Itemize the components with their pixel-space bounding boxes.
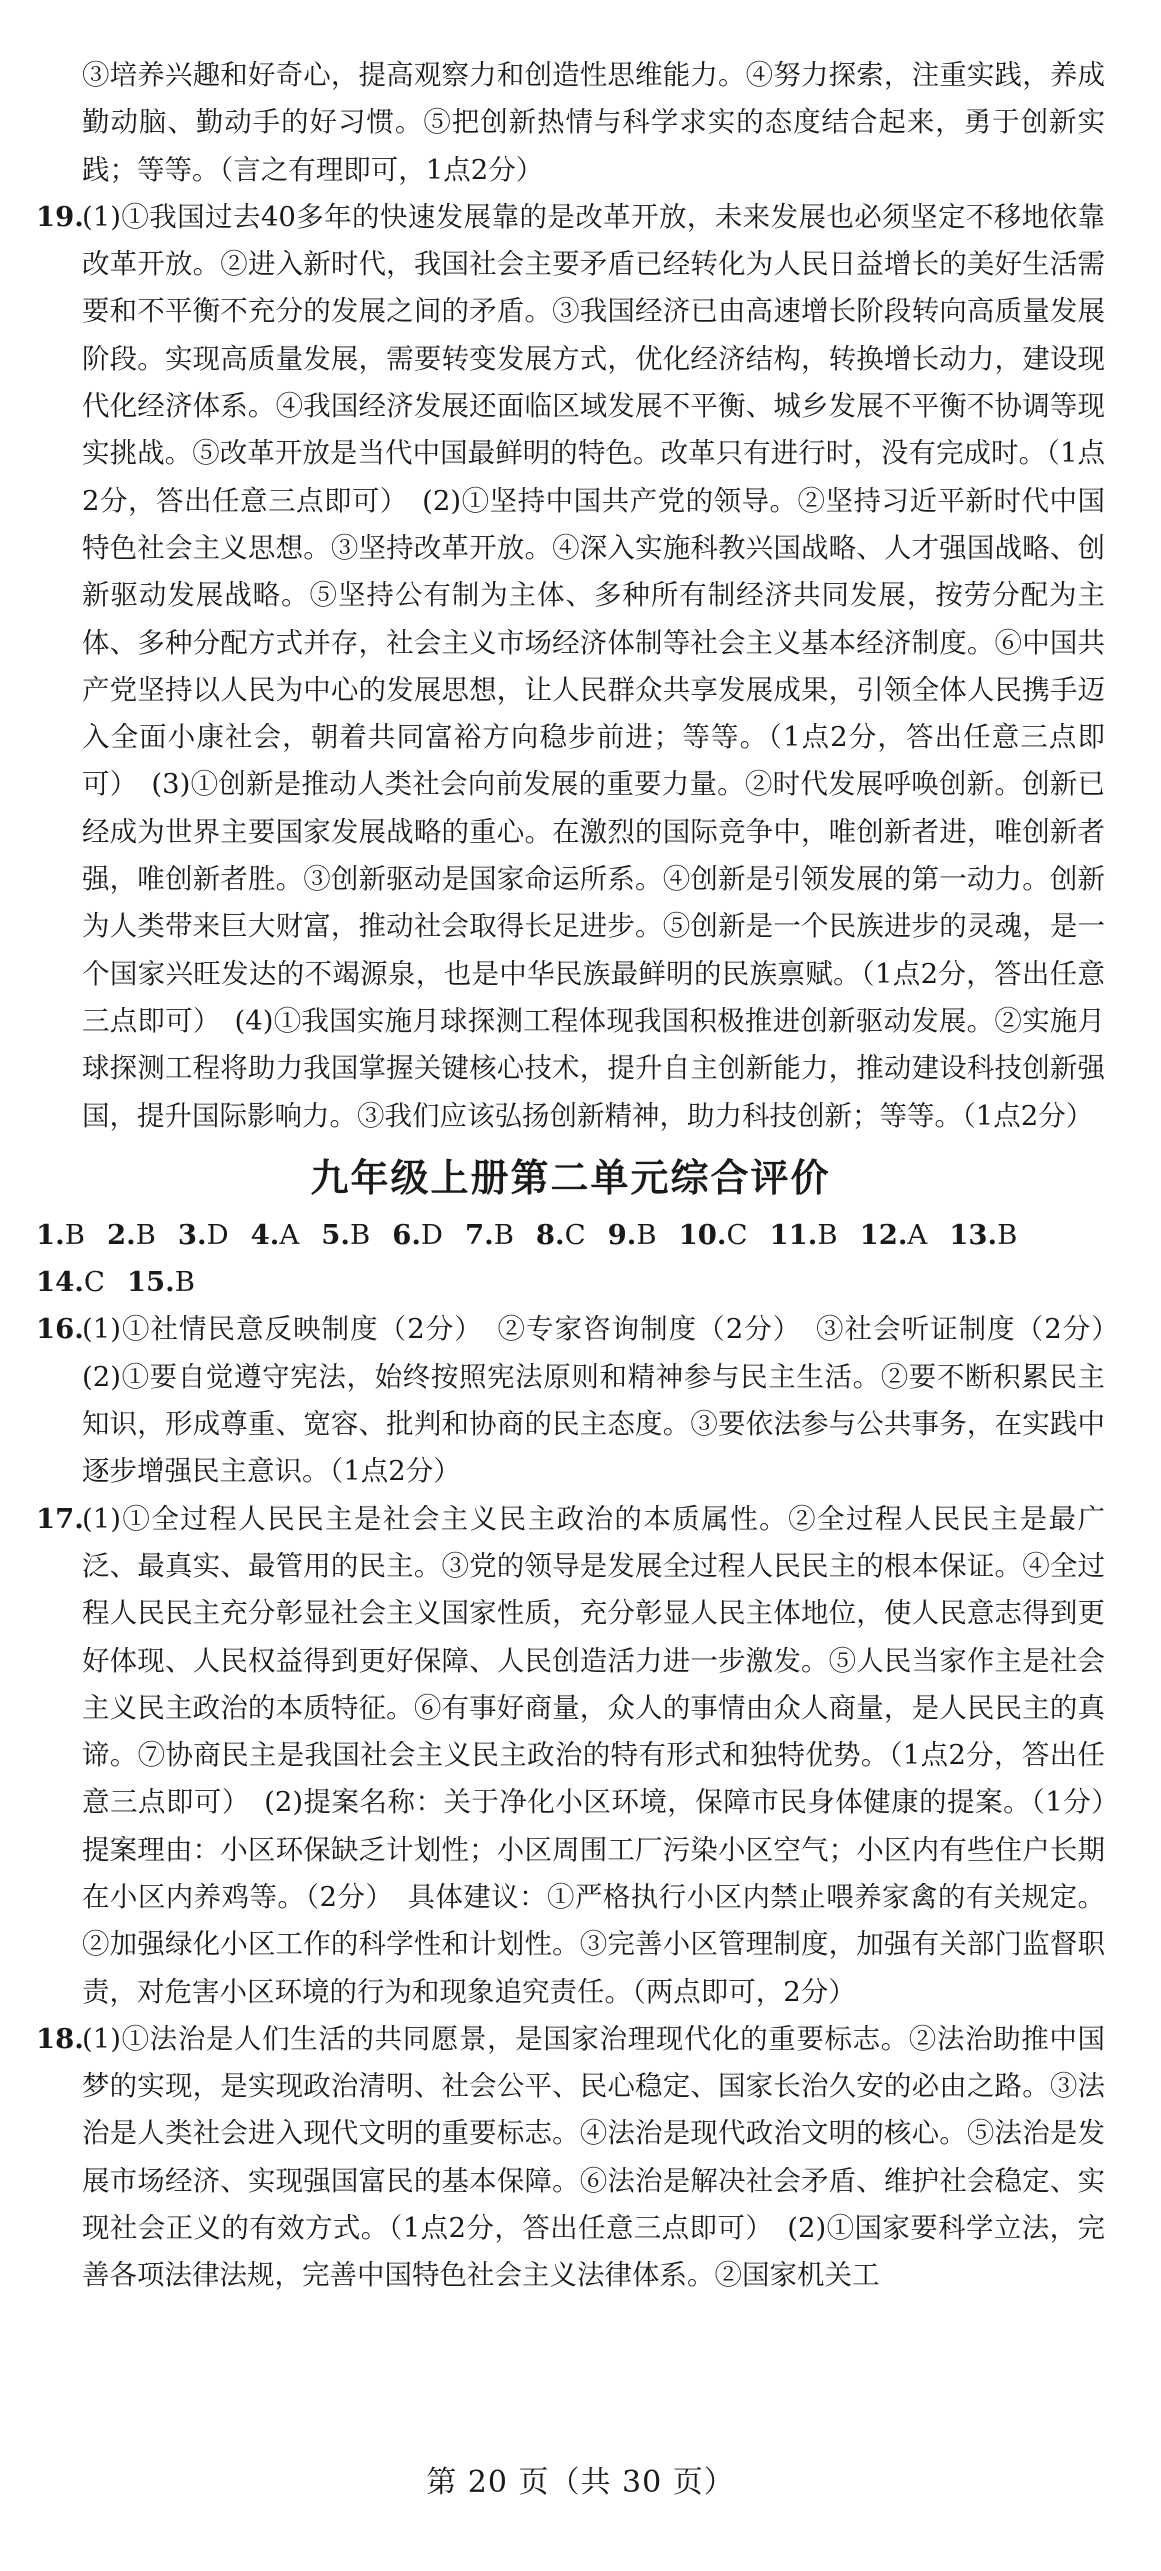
choice-answer [392, 1219, 443, 1251]
question-18-answer: (1)①法治是人们生活的共同愿景，是国家治理现代化的重要标志。②法治助推中国梦的实现，是实现政治清明、社会公平、民心稳定、国家长治久安的必由之路。③法治是人类社会进入现代文明的重要标志。④法治是现代政治文明的核心。⑤法治是发展市场经济、实现强国富民的基本保障。⑥法治是解决社会矛盾、维护社会稳定、实现社会正义的有效方式。（1点2分，答出任意三点即可） (2)①国家要科学立法，完善各项法律法规，完善中国特色社会主义法律体系。②国家机关工 [82, 2022, 1105, 2292]
question-19-answer: (1)①我国过去40多年的快速发展靠的是改革开放，未来发展也必须坚定不移地依靠改革开放。②进入新时代，我国社会主要矛盾已经转化为人民日益增长的美好生活需要和不平衡不充分的发展之间的矛盾。③我国经济已由高速增长阶段转向高质量发展阶段。实现高质量发展，需要转变发展方式，优化经济结构，转换增长动力，建设现代化经济体系。④我国经济发展还面临区域发展不平衡、城乡发展不平衡不协调等现实挑战。⑤改革开放是当代中国最鲜明的特色。改革只有进行时，没有完成时。（1点2分，答出任意三点即可） (2)①坚持中国共产党的领导。②坚持习近平新时代中国特色社会主义思想。③坚持改革开放。④深入实施科教兴国战略、人才强国战略、创新驱动发展战略。⑤坚持公有制为主体、多种所有制经济共同发展，按劳分配为主体、多种分配方式并存，社会主义市场经济体制等社会主义基本经济制度。⑥中国共产党坚持以人民为中心的发展思想，让人民群众共享发展成果，引领全体人民携手迈入全面小康社会，朝着共同富裕方向稳步前进；等等。（1点2分，答出任意三点即可） (3)①创新是推动人类社会向前发展的重要力量。②时代发展呼唤创新。创新已经成为世界主要国家发展战略的重心。在激烈的国际竞争中，唯创新者进，唯创新者强，唯创新者胜。③创新驱动是国家命运所系。④创新是引领发展的第一动力。创新为人类带来巨大财富，推动社会取得长足进步。⑤创新是一个民族进步的灵魂，是一个国家兴旺发达的不竭源泉，也是中华民族最鲜明的民族禀赋。（1点2分，答出任意三点即可） (4)①我国实施月球探测工程体现我国积极推进创新驱动发展。②实施月球探测工程将助力我国掌握关键核心技术，提升自主创新能力，推动建设科技创新强国，提升国际影响力。③我们应该弘扬创新精神，助力科技创新；等等。（1点2分） [82, 200, 1105, 1132]
choice-number: 1. [36, 1218, 65, 1251]
choice-letter: B [997, 1218, 1018, 1251]
choice-number: 13. [949, 1218, 998, 1251]
choice-letter: B [817, 1218, 838, 1251]
choice-number: 8. [535, 1218, 565, 1251]
choice-number: 5. [321, 1218, 350, 1251]
continuation-text: ③培养兴趣和好奇心，提高观察力和创造性思维能力。④努力探索，注重实践，养成勤动脑、勤动手的好习惯。⑤把创新热情与科学求实的态度结合起来，勇于创新实践；等等。（言之有理即可，1点2分） [82, 59, 1105, 186]
question-19 [36, 194, 1105, 1140]
question-16 [36, 1306, 1133, 1495]
choice-number: 11. [769, 1218, 818, 1251]
choice-answer [949, 1219, 1017, 1251]
choice-answer [107, 1219, 156, 1251]
choice-answer [608, 1219, 657, 1251]
choice-number: 7. [464, 1218, 494, 1251]
choice-letter: A [907, 1218, 928, 1251]
question-number: 17. [36, 1502, 84, 1535]
choice-number: 2. [106, 1218, 136, 1251]
choice-answer [36, 1219, 85, 1251]
choice-letter: B [64, 1218, 85, 1251]
choice-letter: D [206, 1218, 229, 1251]
question-17-answer: (1)①全过程人民民主是社会主义民主政治的本质属性。②全过程人民民主是最广泛、最真实、最管用的民主。③党的领导是发展全过程人民民主的根本保证。④全过程人民民主充分彰显社会主义国家性质，充分彰显人民主体地位，使人民意志得到更好体现、人民权益得到更好保障、人民创造活力进一步激发。⑤人民当家作主是社会主义民主政治的本质特征。⑥有事好商量，众人的事情由众人商量，是人民民主的真谛。⑦协商民主是我国社会主义民主政治的特有形式和独特优势。（1点2分，答出任意三点即可） (2)提案名称：关于净化小区环境，保障市民身体健康的提案。（1分） 提案理由：小区环保缺乏计划性；小区周围工厂污染小区空气；小区内有些住户长期在小区内养鸡等。（2分） 具体建议：①严格执行小区内禁止喂养家禽的有关规定。②加强绿化小区工作的科学性和计划性。③完善小区管理制度，加强有关部门监督职责，对危害小区环境的行为和现象追究责任。（两点即可，2分） [82, 1502, 1133, 2008]
choice-letter: A [279, 1218, 300, 1251]
question-16-answer: (1)①社情民意反映制度（2分） ②专家咨询制度（2分） ③社会听证制度（2分） (2)①要自觉遵守宪法，始终按照宪法原则和精神参与民主生活。②要不断积累民主知识，形成尊重、宽容、批判和协商的民主态度。③要依法参与公共事务，在实践中逐步增强民主意识。（1点2分） [82, 1313, 1133, 1488]
choice-letter: B [493, 1218, 514, 1251]
choice-answer [679, 1219, 748, 1251]
section-title: 九年级上册第二单元综合评价 [310, 1154, 831, 1200]
page-footer: 第 20 页（共 30 页） [426, 2465, 735, 2500]
choice-letter: B [174, 1266, 195, 1299]
choice-letter: C [564, 1218, 586, 1251]
choice-number: 4. [250, 1218, 280, 1251]
choice-number: 6. [392, 1218, 421, 1251]
spacer [36, 52, 82, 194]
choice-answer [36, 1266, 105, 1298]
choice-answer [251, 1219, 300, 1251]
continuation-block [36, 52, 1105, 194]
choice-letter: B [349, 1218, 371, 1251]
choice-letter: B [636, 1218, 657, 1251]
question-18 [36, 2016, 1105, 2300]
choice-letter: B [135, 1218, 156, 1251]
choice-answer [127, 1266, 195, 1298]
choice-answer [321, 1219, 370, 1251]
choice-number: 3. [177, 1218, 207, 1251]
choice-answer [536, 1219, 586, 1251]
choice-letter: C [726, 1218, 748, 1251]
choice-answer [770, 1219, 838, 1251]
choice-number: 15. [126, 1266, 175, 1299]
question-number: 16. [36, 1313, 84, 1346]
question-17 [36, 1496, 1133, 2016]
choice-number: 12. [859, 1218, 908, 1251]
choice-answer [178, 1219, 229, 1251]
question-number: 19. [36, 200, 84, 233]
choice-number: 10. [678, 1218, 727, 1251]
choice-answers [36, 1212, 1105, 1307]
choice-number: 14. [36, 1266, 84, 1299]
choice-answer [465, 1219, 514, 1251]
choice-letter: D [420, 1218, 443, 1251]
question-number: 18. [36, 2022, 84, 2055]
choice-letter: C [83, 1266, 105, 1299]
choice-number: 9. [607, 1218, 637, 1251]
choice-answer [860, 1219, 928, 1251]
